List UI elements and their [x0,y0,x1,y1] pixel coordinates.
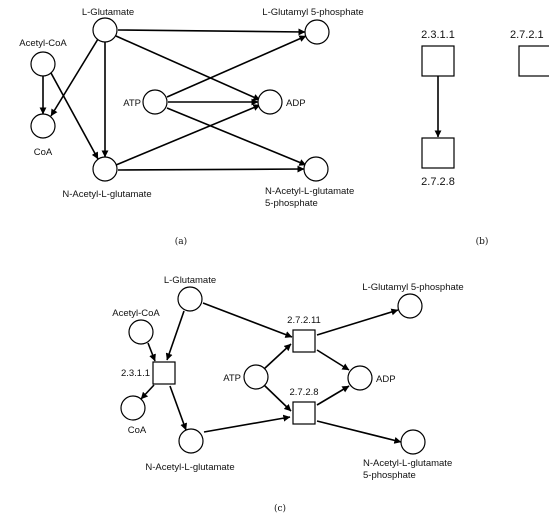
edge-a-glu-glu5p [118,30,305,32]
label-c-l-glutamate: L-Glutamate [163,275,217,286]
node-a-l-glutamyl-5p [305,20,329,44]
panel-b [421,29,549,247]
caption-a: (a) [174,237,188,247]
edge-c-27211-glu5p [317,310,398,335]
edge-a-glu-coa [51,39,98,116]
label-c-n-acetyl-5p-line1: N-Acetyl-L-glutamate [363,458,453,469]
label-c-l-glutamyl-5p: L-Glutamyl 5-phosphate [362,282,464,293]
label-c-2-7-2-8: 2.7.2.8 [289,387,319,398]
edge-a-nag-adp [116,105,260,165]
node-b-2-7-2-11-partial [519,46,549,76]
node-a-l-glutamate [93,18,117,42]
node-c-l-glutamyl-5p [398,294,422,318]
label-c-coa: CoA [127,425,147,436]
label-c-atp: ATP [223,373,241,384]
node-c-atp [244,365,268,389]
node-c-2-7-2-11 [293,330,315,352]
node-b-2-7-2-8 [422,138,454,168]
label-c-acetyl-coa: Acetyl-CoA [112,308,160,319]
edge-c-27211-adp [317,350,349,370]
edge-a-acetylcoa-nag [51,73,98,159]
edge-c-atp-2728 [264,385,291,411]
node-c-adp [348,366,372,390]
label-a-acetyl-coa: Acetyl-CoA [19,38,67,49]
edge-c-glu-2311 [167,311,184,360]
edge-c-2311-coa [141,385,154,399]
node-c-acetyl-coa [129,320,153,344]
label-c-adp: ADP [376,374,396,385]
node-c-n-acetyl-l-glutamate [179,429,203,453]
edge-c-2728-adp [317,386,349,405]
label-a-atp: ATP [123,98,141,109]
label-a-adp: ADP [286,98,306,109]
node-a-atp [143,90,167,114]
label-a-coa: CoA [33,147,53,158]
edge-a-nag-nag5p [118,169,304,170]
edge-c-nag-2728 [204,417,290,432]
label-c-n-acetyl-5p-line2: 5-phosphate [363,470,416,481]
label-a-l-glutamate: L-Glutamate [81,7,135,18]
label-a-n-acetyl-5p-line1: N-Acetyl-L-glutamate [265,186,355,197]
label-c-n-acetyl-l-glutamate: N-Acetyl-L-glutamate [145,462,235,473]
node-a-acetyl-coa [31,52,55,76]
label-b-2-7-2-11-partial: 2.7.2.1 [510,29,544,41]
label-c-2-3-1-1: 2.3.1.1 [120,368,150,379]
edge-c-acetylcoa-2311 [148,343,155,361]
node-c-2-7-2-8 [293,402,315,424]
caption-b: (b) [475,237,489,247]
edge-c-glu-27211 [203,303,292,337]
node-a-n-acetyl-5p [304,157,328,181]
caption-c: (c) [273,504,287,514]
label-a-n-acetyl-5p-line2: 5-phosphate [265,198,318,209]
edge-a-atp-glu5p [167,36,306,97]
node-c-l-glutamate [178,287,202,311]
node-b-2-3-1-1 [422,46,454,76]
panel-c [112,275,463,514]
node-a-coa [31,114,55,138]
label-a-n-acetyl-l-glutamate: N-Acetyl-L-glutamate [62,189,152,200]
edge-c-atp-27211 [264,344,291,369]
panel-a [19,7,363,247]
edge-c-2311-nag [170,386,186,430]
node-c-n-acetyl-5p [401,430,425,454]
label-b-2-3-1-1: 2.3.1.1 [421,29,455,41]
node-c-2-3-1-1 [153,362,175,384]
label-a-l-glutamyl-5p: L-Glutamyl 5-phosphate [262,7,364,18]
edge-a-glu-adp [116,36,260,100]
label-b-2-7-2-8: 2.7.2.8 [421,176,455,188]
node-c-coa [121,396,145,420]
edge-a-atp-nag5p [167,108,306,165]
label-c-2-7-2-11: 2.7.2.11 [287,315,321,326]
node-a-n-acetyl-l-glutamate [93,157,117,181]
node-a-adp [258,90,282,114]
edge-c-2728-nag5p [317,421,401,442]
